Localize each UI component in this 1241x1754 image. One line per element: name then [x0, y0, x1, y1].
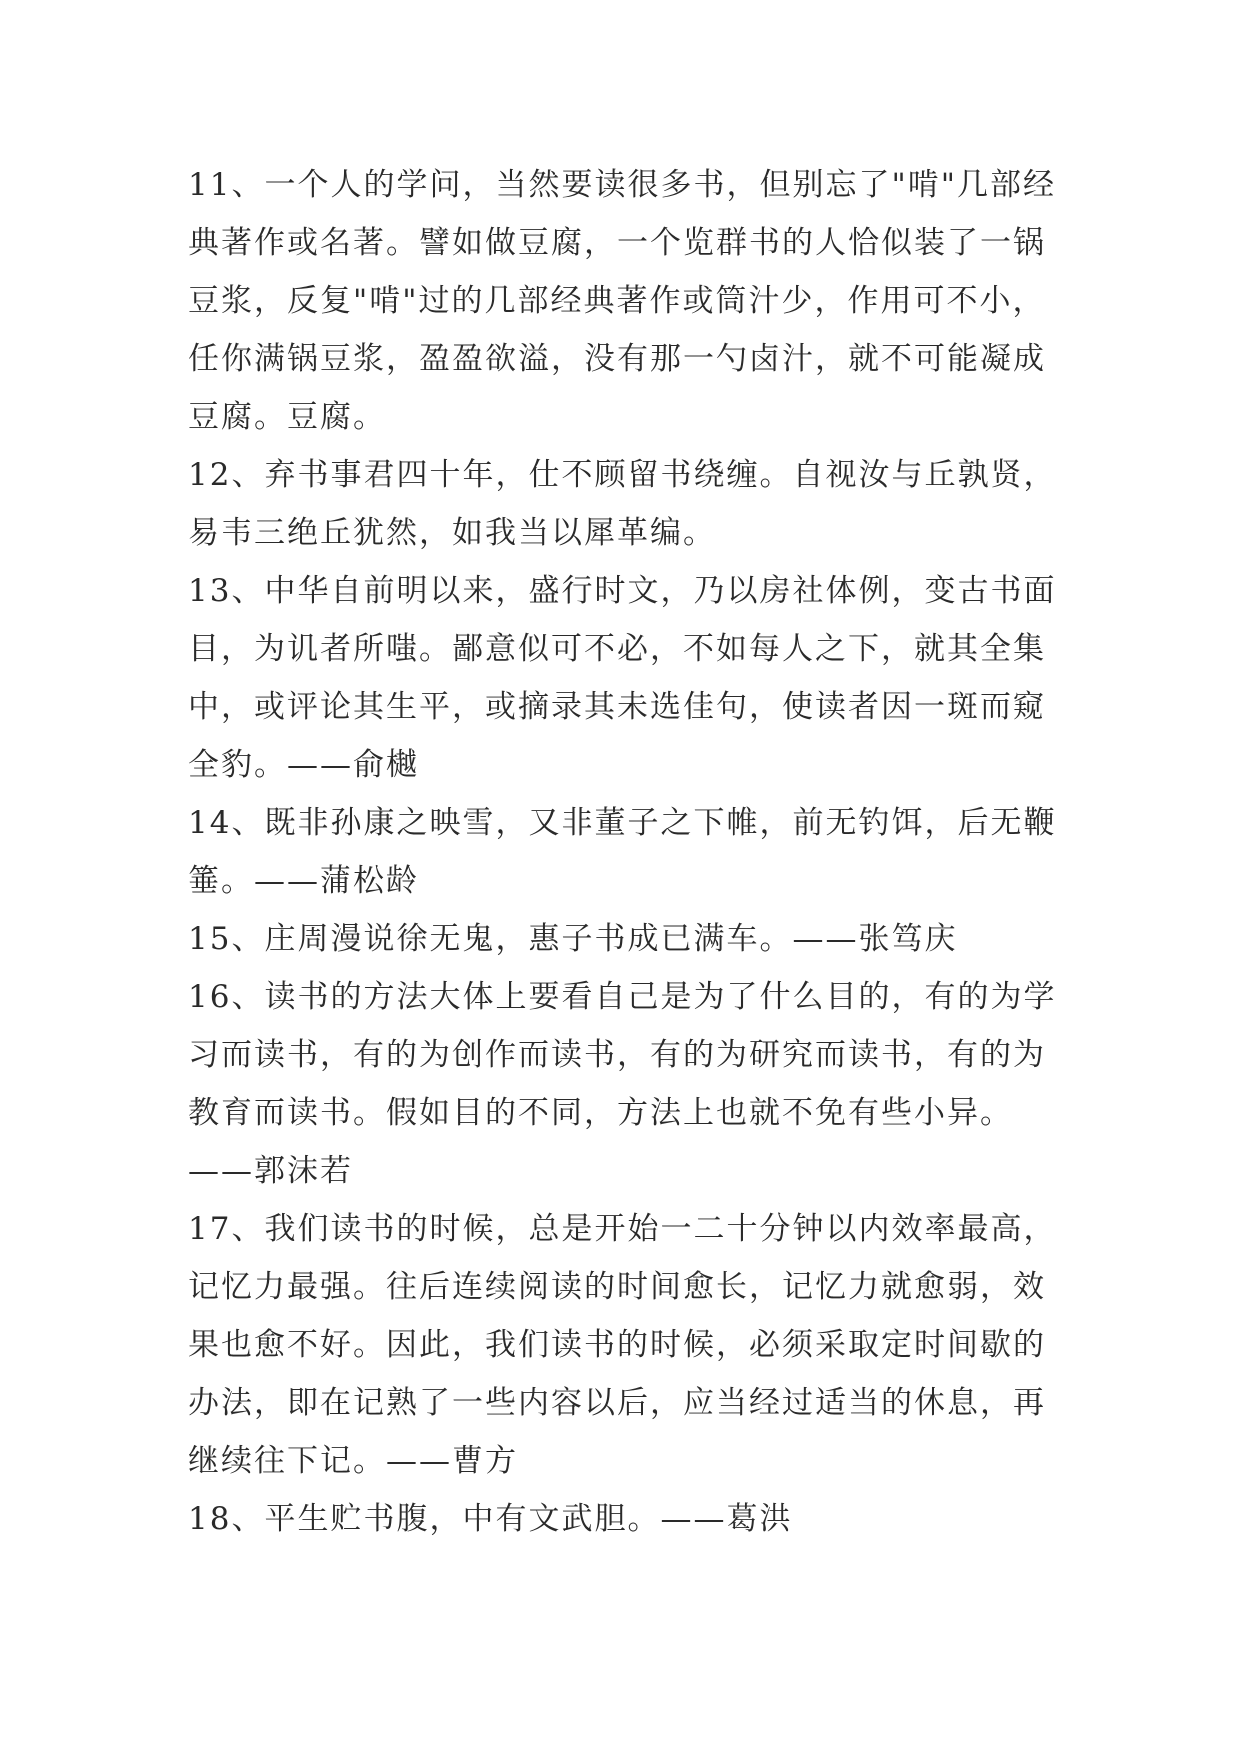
text-line: 目，为讥者所嗤。鄙意似可不必，不如每人之下，就其全集 — [188, 631, 1046, 667]
text-line: 任你满锅豆浆，盈盈欲溢，没有那一勺卤汁，就不可能凝成 — [188, 341, 1046, 377]
text-line: 箠。——蒲松龄 — [188, 863, 419, 899]
text-line: 典著作或名著。譬如做豆腐，一个览群书的人恰似装了一锅 — [188, 225, 1046, 261]
text-line: 中，或评论其生平，或摘录其未选佳句，使读者因一斑而窥 — [188, 689, 1046, 725]
document-page — [188, 156, 1068, 1548]
text-line: 教育而读书。假如目的不同，方法上也就不免有些小异。 — [188, 1095, 1013, 1131]
text-line: 记忆力最强。往后连续阅读的时间愈长，记忆力就愈弱，效 — [188, 1269, 1046, 1305]
text-line: 豆浆，反复"啃"过的几部经典著作或筒汁少，作用可不小， — [188, 283, 1046, 319]
text-line: 14、既非孙康之映雪，又非董子之下帷，前无钓饵，后无鞭 — [188, 805, 1057, 841]
text-line: 18、平生贮书腹，中有文武胆。——葛洪 — [188, 1501, 793, 1537]
text-line: 15、庄周漫说徐无鬼，惠子书成已满车。——张笃庆 — [188, 921, 958, 957]
text-line: 办法，即在记熟了一些内容以后，应当经过适当的休息，再 — [188, 1385, 1046, 1421]
text-line: 17、我们读书的时候，总是开始一二十分钟以内效率最高， — [188, 1211, 1057, 1247]
text-line: 豆腐。豆腐。 — [188, 399, 386, 435]
text-line: 16、读书的方法大体上要看自己是为了什么目的，有的为学 — [188, 979, 1057, 1015]
text-line: 习而读书，有的为创作而读书，有的为研究而读书，有的为 — [188, 1037, 1046, 1073]
text-line: 13、中华自前明以来，盛行时文，乃以房社体例，变古书面 — [188, 573, 1057, 609]
text-line: 12、弃书事君四十年，仕不顾留书绕缠。自视汝与丘孰贤， — [188, 457, 1057, 493]
text-line: 11、一个人的学问，当然要读很多书，但别忘了"啃"几部经 — [188, 167, 1056, 203]
text-line: 果也愈不好。因此，我们读书的时候，必须采取定时间歇的 — [188, 1327, 1046, 1363]
text-line: 全豹。——俞樾 — [188, 747, 419, 783]
text-line: 易韦三绝丘犹然，如我当以犀革编。 — [188, 515, 716, 551]
text-line: 继续往下记。——曹方 — [188, 1443, 518, 1479]
text-line: ——郭沫若 — [188, 1153, 353, 1189]
